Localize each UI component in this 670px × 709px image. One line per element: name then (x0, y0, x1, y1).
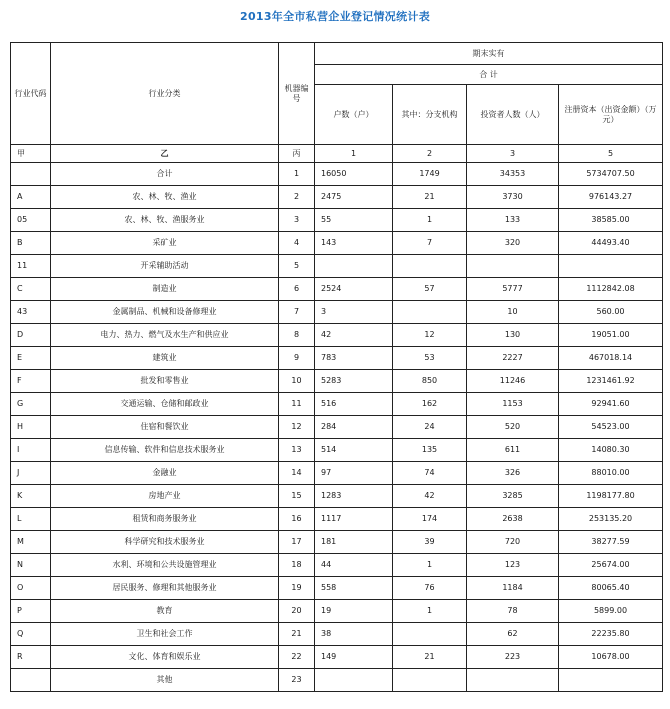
cell-households: 97 (315, 462, 393, 485)
cell-branches: 24 (393, 416, 467, 439)
cell-branches: 162 (393, 393, 467, 416)
cell-investors: 62 (467, 623, 559, 646)
cell-code: L (11, 508, 51, 531)
cell-capital: 44493.40 (559, 232, 663, 255)
cell-category: 教育 (51, 600, 279, 623)
cell-branches: 1 (393, 209, 467, 232)
cell-machine-no: 21 (279, 623, 315, 646)
page-title: 2013年全市私营企业登记情况统计表 (239, 10, 430, 23)
index-cell: 乙 (51, 145, 279, 163)
cell-category: 交通运输、仓储和邮政业 (51, 393, 279, 416)
cell-branches: 21 (393, 646, 467, 669)
cell-code: A (11, 186, 51, 209)
cell-category: 开采辅助活动 (51, 255, 279, 278)
cell-code: G (11, 393, 51, 416)
cell-machine-no: 14 (279, 462, 315, 485)
cell-machine-no: 9 (279, 347, 315, 370)
cell-capital: 38277.59 (559, 531, 663, 554)
cell-branches: 57 (393, 278, 467, 301)
cell-category: 农、林、牧、渔服务业 (51, 209, 279, 232)
cell-investors: 611 (467, 439, 559, 462)
cell-code (11, 163, 51, 186)
table-row (11, 301, 663, 324)
cell-capital: 1198177.80 (559, 485, 663, 508)
header-households: 户数（户） (315, 85, 393, 145)
cell-capital: 1112842.08 (559, 278, 663, 301)
cell-category: 建筑业 (51, 347, 279, 370)
cell-machine-no: 20 (279, 600, 315, 623)
cell-capital: 560.00 (559, 301, 663, 324)
index-cell: 1 (315, 145, 393, 163)
cell-branches (393, 623, 467, 646)
cell-machine-no: 23 (279, 669, 315, 692)
cell-machine-no: 22 (279, 646, 315, 669)
table-row (11, 370, 663, 393)
cell-households: 284 (315, 416, 393, 439)
table-row (11, 324, 663, 347)
cell-capital: 467018.14 (559, 347, 663, 370)
cell-branches: 7 (393, 232, 467, 255)
cell-branches: 12 (393, 324, 467, 347)
cell-machine-no: 13 (279, 439, 315, 462)
header-total: 合 计 (315, 65, 663, 85)
cell-investors: 5777 (467, 278, 559, 301)
cell-households: 181 (315, 531, 393, 554)
cell-households: 55 (315, 209, 393, 232)
cell-households: 2524 (315, 278, 393, 301)
cell-households: 143 (315, 232, 393, 255)
table-row (11, 278, 663, 301)
cell-investors: 1184 (467, 577, 559, 600)
header-category: 行业分类 (51, 43, 279, 145)
cell-capital: 5734707.50 (559, 163, 663, 186)
cell-machine-no: 1 (279, 163, 315, 186)
cell-branches: 1 (393, 600, 467, 623)
cell-category: 居民服务、修理和其他服务业 (51, 577, 279, 600)
cell-households: 149 (315, 646, 393, 669)
cell-investors: 2227 (467, 347, 559, 370)
cell-code (11, 669, 51, 692)
cell-machine-no: 10 (279, 370, 315, 393)
cell-investors: 223 (467, 646, 559, 669)
cell-capital: 19051.00 (559, 324, 663, 347)
cell-investors: 320 (467, 232, 559, 255)
cell-capital: 25674.00 (559, 554, 663, 577)
cell-category: 信息传输、软件和信息技术服务业 (51, 439, 279, 462)
cell-category: 批发和零售业 (51, 370, 279, 393)
cell-machine-no: 16 (279, 508, 315, 531)
table-row (11, 485, 663, 508)
cell-investors: 3730 (467, 186, 559, 209)
cell-code: Q (11, 623, 51, 646)
cell-machine-no: 7 (279, 301, 315, 324)
cell-machine-no: 18 (279, 554, 315, 577)
cell-capital: 22235.80 (559, 623, 663, 646)
cell-investors: 720 (467, 531, 559, 554)
cell-households: 19 (315, 600, 393, 623)
cell-investors: 1153 (467, 393, 559, 416)
cell-capital: 88010.00 (559, 462, 663, 485)
cell-households: 558 (315, 577, 393, 600)
index-cell: 丙 (279, 145, 315, 163)
cell-category: 采矿业 (51, 232, 279, 255)
cell-households: 16050 (315, 163, 393, 186)
cell-households: 516 (315, 393, 393, 416)
cell-code: N (11, 554, 51, 577)
cell-investors: 10 (467, 301, 559, 324)
cell-code: 05 (11, 209, 51, 232)
cell-machine-no: 8 (279, 324, 315, 347)
header-investors: 投资者人数（人） (467, 85, 559, 145)
header-period-end: 期末实有 (315, 43, 663, 65)
cell-category: 水利、环境和公共设施管理业 (51, 554, 279, 577)
table-row (11, 163, 663, 186)
cell-machine-no: 17 (279, 531, 315, 554)
cell-households: 1283 (315, 485, 393, 508)
table-row (11, 462, 663, 485)
cell-capital (559, 669, 663, 692)
cell-branches: 174 (393, 508, 467, 531)
header-machine-no: 机器编号 (279, 43, 315, 145)
cell-code: F (11, 370, 51, 393)
cell-category: 电力、热力、燃气及水生产和供应业 (51, 324, 279, 347)
table-row (11, 508, 663, 531)
cell-investors: 34353 (467, 163, 559, 186)
cell-branches: 850 (393, 370, 467, 393)
cell-category: 文化、体育和娱乐业 (51, 646, 279, 669)
cell-capital: 10678.00 (559, 646, 663, 669)
index-cell: 5 (559, 145, 663, 163)
cell-households (315, 669, 393, 692)
cell-machine-no: 5 (279, 255, 315, 278)
header-capital: 注册资本（出资金额）（万元） (559, 85, 663, 145)
cell-machine-no: 15 (279, 485, 315, 508)
header-branches: 其中：分支机构 (393, 85, 467, 145)
cell-branches: 21 (393, 186, 467, 209)
table-row (11, 186, 663, 209)
table-row (11, 554, 663, 577)
cell-investors: 11246 (467, 370, 559, 393)
cell-capital: 54523.00 (559, 416, 663, 439)
table-row (11, 209, 663, 232)
table-row (11, 600, 663, 623)
cell-code: 43 (11, 301, 51, 324)
cell-machine-no: 4 (279, 232, 315, 255)
header-code: 行业代码 (11, 43, 51, 145)
cell-code: B (11, 232, 51, 255)
cell-households: 514 (315, 439, 393, 462)
table-body (11, 145, 663, 692)
cell-investors: 133 (467, 209, 559, 232)
table-row (11, 255, 663, 278)
cell-category: 租赁和商务服务业 (51, 508, 279, 531)
table-row (11, 577, 663, 600)
cell-branches: 1749 (393, 163, 467, 186)
table-row (11, 623, 663, 646)
cell-investors: 78 (467, 600, 559, 623)
cell-branches: 76 (393, 577, 467, 600)
cell-investors: 2638 (467, 508, 559, 531)
cell-investors: 520 (467, 416, 559, 439)
index-cell: 甲 (11, 145, 51, 163)
cell-investors: 326 (467, 462, 559, 485)
cell-machine-no: 3 (279, 209, 315, 232)
cell-machine-no: 6 (279, 278, 315, 301)
cell-code: C (11, 278, 51, 301)
cell-code: 11 (11, 255, 51, 278)
cell-investors: 130 (467, 324, 559, 347)
table-row (11, 439, 663, 462)
index-cell: 2 (393, 145, 467, 163)
cell-branches: 42 (393, 485, 467, 508)
cell-households: 5283 (315, 370, 393, 393)
cell-category: 科学研究和技术服务业 (51, 531, 279, 554)
cell-category: 农、林、牧、渔业 (51, 186, 279, 209)
table-row (11, 646, 663, 669)
index-row (11, 145, 663, 163)
cell-capital: 80065.40 (559, 577, 663, 600)
cell-capital: 253135.20 (559, 508, 663, 531)
statistics-table (10, 42, 663, 692)
table-row (11, 347, 663, 370)
cell-households: 42 (315, 324, 393, 347)
cell-households: 3 (315, 301, 393, 324)
cell-branches (393, 669, 467, 692)
cell-households: 783 (315, 347, 393, 370)
cell-code: K (11, 485, 51, 508)
cell-machine-no: 19 (279, 577, 315, 600)
cell-households: 44 (315, 554, 393, 577)
cell-branches: 39 (393, 531, 467, 554)
cell-code: J (11, 462, 51, 485)
cell-capital: 38585.00 (559, 209, 663, 232)
cell-code: E (11, 347, 51, 370)
cell-branches (393, 301, 467, 324)
cell-investors (467, 255, 559, 278)
cell-capital: 976143.27 (559, 186, 663, 209)
cell-code: I (11, 439, 51, 462)
cell-category: 其他 (51, 669, 279, 692)
cell-category: 制造业 (51, 278, 279, 301)
cell-branches (393, 255, 467, 278)
table-row (11, 232, 663, 255)
cell-code: P (11, 600, 51, 623)
cell-category: 金属制品、机械和设备修理业 (51, 301, 279, 324)
cell-investors (467, 669, 559, 692)
cell-capital: 92941.60 (559, 393, 663, 416)
cell-capital: 1231461.92 (559, 370, 663, 393)
table-row (11, 416, 663, 439)
cell-branches: 1 (393, 554, 467, 577)
cell-category: 住宿和餐饮业 (51, 416, 279, 439)
cell-investors: 123 (467, 554, 559, 577)
cell-code: R (11, 646, 51, 669)
cell-machine-no: 12 (279, 416, 315, 439)
cell-machine-no: 2 (279, 186, 315, 209)
cell-capital (559, 255, 663, 278)
cell-investors: 3285 (467, 485, 559, 508)
cell-households: 38 (315, 623, 393, 646)
index-cell: 3 (467, 145, 559, 163)
cell-households: 2475 (315, 186, 393, 209)
table-row (11, 669, 663, 692)
cell-category: 卫生和社会工作 (51, 623, 279, 646)
cell-capital: 14080.30 (559, 439, 663, 462)
cell-code: H (11, 416, 51, 439)
cell-code: O (11, 577, 51, 600)
cell-capital: 5899.00 (559, 600, 663, 623)
cell-code: D (11, 324, 51, 347)
cell-category: 房地产业 (51, 485, 279, 508)
cell-category: 合计 (51, 163, 279, 186)
cell-branches: 74 (393, 462, 467, 485)
table-row (11, 393, 663, 416)
cell-category: 金融业 (51, 462, 279, 485)
cell-machine-no: 11 (279, 393, 315, 416)
cell-branches: 135 (393, 439, 467, 462)
cell-branches: 53 (393, 347, 467, 370)
table-row (11, 531, 663, 554)
cell-households (315, 255, 393, 278)
cell-code: M (11, 531, 51, 554)
cell-households: 1117 (315, 508, 393, 531)
